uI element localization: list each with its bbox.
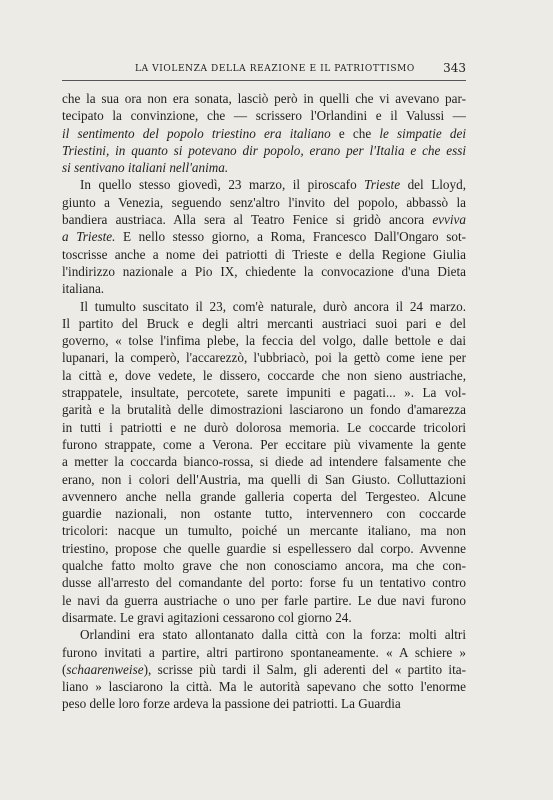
text-line xyxy=(62,280,466,297)
text-segment: la città e, dove vedete, le dissero, coccarde che non sieno austriache, xyxy=(62,367,466,383)
header-rule xyxy=(62,80,466,81)
text-line xyxy=(62,298,466,315)
italic-text: si sentivano italiani nell'anima. xyxy=(62,160,229,176)
page-body xyxy=(62,90,466,713)
text-line xyxy=(62,125,466,142)
text-segment: Il tumulto suscitato il 23, com'è naturale, durò ancora il 24 marzo. xyxy=(80,298,466,314)
italic-text: a Trieste. xyxy=(62,229,116,245)
text-line xyxy=(62,315,466,332)
text-segment: del Lloyd, xyxy=(400,177,466,193)
text-segment: in tutti i patriotti e ne durò dolorosa memoria. Le coccarde tricolori xyxy=(62,419,466,435)
text-segment: E nello stesso giorno, a Roma, Francesco Dall'Ongaro sot- xyxy=(115,229,466,245)
text-segment: guardie nazionali, non ostante tutto, intervennero con coccarde xyxy=(62,506,466,522)
paragraph xyxy=(62,176,466,297)
italic-text: le simpatie dei xyxy=(379,125,467,141)
text-line xyxy=(62,609,466,626)
text-segment: l'indirizzo nazionale a Pio IX, chiedente la convocazione d'una Dieta xyxy=(62,263,466,279)
text-segment: Orlandini era stato allontanato dalla città con la forza: molti altri xyxy=(80,627,466,643)
text-line xyxy=(62,401,466,418)
text-line xyxy=(62,107,466,124)
paragraph xyxy=(62,90,466,176)
italic-text: Trieste xyxy=(364,177,401,193)
text-line xyxy=(62,574,466,591)
text-segment: peso delle loro forze ardeva la passione dei patriotti. La Guardia xyxy=(62,696,401,712)
text-segment: e che xyxy=(330,125,380,141)
italic-text: Triestini, in quanto si potevano dir popolo, erano per l'Italia e che essi xyxy=(62,142,466,158)
text-line xyxy=(62,661,466,678)
text-segment: erano, non i colori dell'Austria, ma quelli di San Giusto. Colluttazioni xyxy=(62,471,466,487)
text-line xyxy=(62,488,466,505)
text-segment: furono invitati a partire, altri partirono spontaneamente. « A schiere » xyxy=(62,644,466,660)
text-segment: giunto a Venezia, seguendo senz'altro l'invito del popolo, abbassò la xyxy=(62,194,466,210)
text-line xyxy=(62,505,466,522)
text-line xyxy=(62,263,466,280)
running-title: LA VIOLENZA DELLA REAZIONE E IL PATRIOTTISMO xyxy=(135,64,415,74)
text-segment: tricolori: nacque un tumulto, poiché un mercante italiano, ma non xyxy=(62,523,466,539)
text-segment: liano » lasciarono la città. Ma le autorità sapevano che sotto l'enorme xyxy=(62,679,466,695)
text-line xyxy=(62,142,466,159)
text-segment: lupanari, la comperò, l'accarezzò, l'ubbriacò, poi la gettò come iene per xyxy=(62,350,466,366)
text-segment: ( xyxy=(62,661,67,677)
text-segment: qualche fatto molto grave che non conosciamo ancora, ma che con- xyxy=(62,558,466,574)
text-segment: avvennero anche nella grande galleria coperta del Tergesteo. Alcune xyxy=(62,488,466,504)
text-line xyxy=(62,592,466,609)
text-segment: strappatele, insultate, percotete, sarete impuniti e pagati... ». La vol- xyxy=(62,385,466,401)
text-line xyxy=(62,540,466,557)
text-segment: In quello stesso giovedì, 23 marzo, il piroscafo xyxy=(80,177,365,193)
text-line xyxy=(62,644,466,661)
text-line xyxy=(62,176,466,193)
text-segment: bandiera austriaca. Alla sera al Teatro Fenice si gridò ancora xyxy=(62,212,433,228)
paragraph xyxy=(62,626,466,712)
text-line xyxy=(62,419,466,436)
text-line xyxy=(62,211,466,228)
text-segment: garità e la brutalità delle dimostrazioni lasciarono un fondo d'amarezza xyxy=(62,402,466,418)
text-line xyxy=(62,228,466,245)
text-segment: governo, « tolse l'infima plebe, la feccia del volgo, dalle bettole e dai xyxy=(62,333,466,349)
italic-text: evviva xyxy=(432,212,466,228)
text-segment: triestino, propose che quelle guardie si espellessero dal corpo. Avvenne xyxy=(62,540,466,556)
text-line xyxy=(62,246,466,263)
text-line xyxy=(62,332,466,349)
page-number: 343 xyxy=(443,61,466,75)
text-segment: furono strappate, come a Verona. Per eccitare più vivamente la gente xyxy=(62,436,466,452)
text-segment: disarmate. Le gravi agitazioni cessarono col giorno 24. xyxy=(62,609,352,625)
text-line xyxy=(62,557,466,574)
text-line xyxy=(62,159,466,176)
text-line xyxy=(62,384,466,401)
text-line xyxy=(62,367,466,384)
paragraph xyxy=(62,298,466,627)
text-segment: dusse all'arresto del comandante del porto: forse fu un tentativo contro xyxy=(62,575,466,591)
italic-text: schaarenweise xyxy=(66,661,144,677)
text-segment: a metter la coccarda bianco-rossa, si diede ad intendere falsamente che xyxy=(62,454,466,470)
text-line xyxy=(62,522,466,539)
text-line xyxy=(62,349,466,366)
text-segment: Il partito del Bruck e degli altri mercanti austriaci suoi pari e del xyxy=(62,315,466,331)
text-segment: tecipato la convinzione, che — scrissero l'Orlandini e il Valussi — xyxy=(62,108,466,124)
text-segment: le navi da guerra austriache o uno per farle partire. Le due navi furono xyxy=(62,592,466,608)
text-segment: italiana. xyxy=(62,281,105,297)
text-line xyxy=(62,471,466,488)
text-line xyxy=(62,90,466,107)
text-line xyxy=(62,436,466,453)
page-header xyxy=(62,61,466,79)
text-segment: ), scrisse più tardi il Salm, gli aderenti del « partito ita- xyxy=(143,661,466,677)
italic-text: il sentimento del popolo triestino era italiano xyxy=(62,125,331,141)
text-line xyxy=(62,194,466,211)
text-line xyxy=(62,453,466,470)
text-line xyxy=(62,626,466,643)
text-segment: che la sua ora non era sonata, lasciò però in quelli che vi avevano par- xyxy=(62,91,466,106)
text-line xyxy=(62,695,466,712)
text-line xyxy=(62,678,466,695)
text-segment: toscrisse anche a nome dei patriotti di Trieste e della Regione Giulia xyxy=(62,246,466,262)
